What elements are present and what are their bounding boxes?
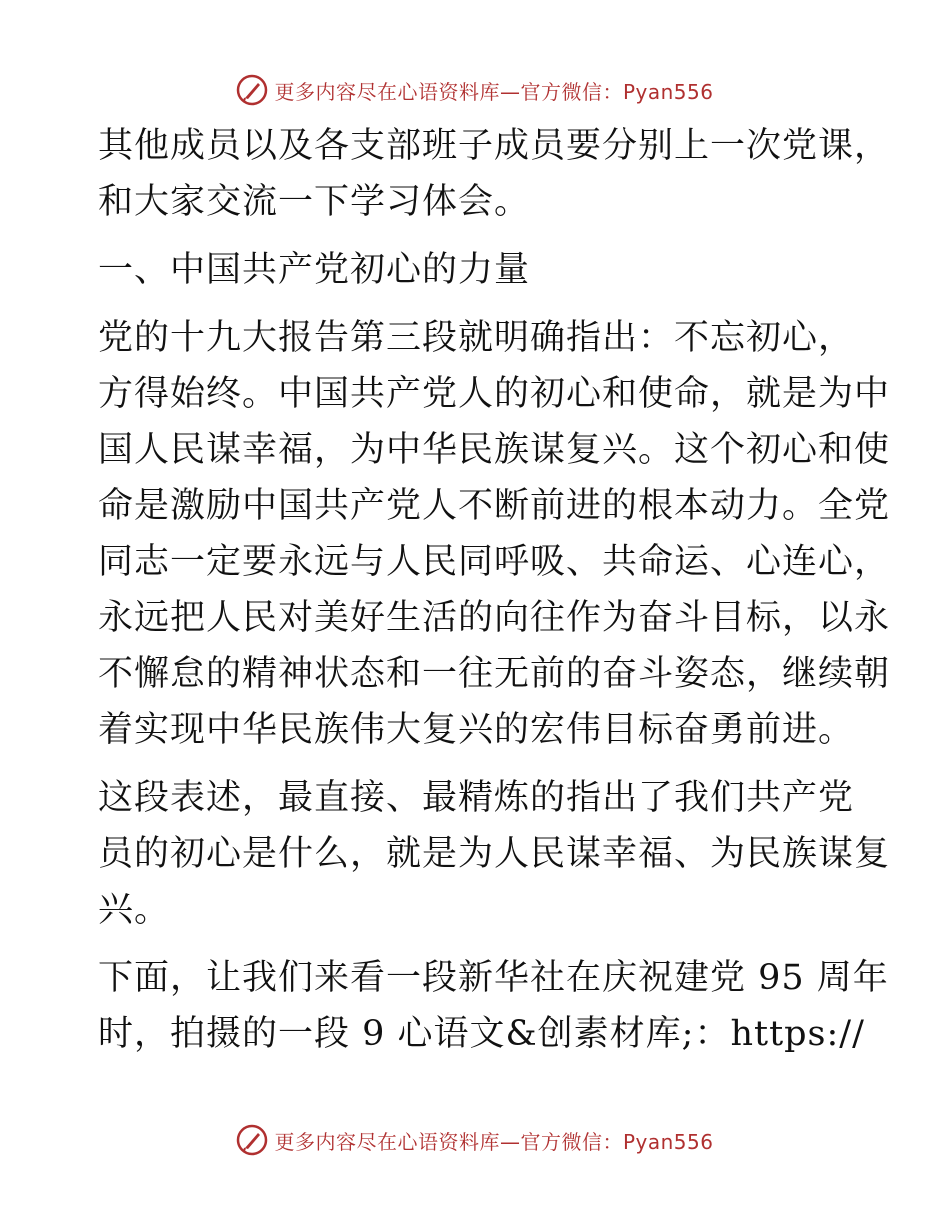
text-line: 命是激励中国共产党人不断前进的根本动力。全党 xyxy=(98,486,891,526)
text-line: 永远把人民对美好生活的向往作为奋斗目标，以永 xyxy=(98,598,891,638)
paragraph xyxy=(98,310,891,758)
text-line: 着实现中华民族伟大复兴的宏伟目标奋勇前进。 xyxy=(98,710,855,750)
paragraph-gap xyxy=(98,938,858,950)
text-line: 党的十九大报告第三段就明确指出：不忘初心， xyxy=(98,318,855,358)
text-line: 下面，让我们来看一段新华社在庆祝建党 95 周年 xyxy=(98,958,889,998)
paragraph xyxy=(98,770,891,938)
header-banner-text: 更多内容尽在心语资料库—官方微信：Pyan556 xyxy=(274,79,714,104)
footer-banner xyxy=(0,1120,950,1160)
document-body xyxy=(98,118,891,1062)
paragraph-gap xyxy=(98,298,858,310)
paragraph-gap xyxy=(98,758,858,770)
feather-pen-logo-icon xyxy=(236,74,268,106)
text-line: 不懈怠的精神状态和一往无前的奋斗姿态，继续朝 xyxy=(98,654,891,694)
header-banner xyxy=(0,70,950,110)
text-line: 国人民谋幸福，为中华民族谋复兴。这个初心和使 xyxy=(98,430,891,470)
paragraph xyxy=(98,950,889,1062)
text-line: 员的初心是什么，就是为人民谋幸福、为民族谋复 xyxy=(98,834,891,874)
text-line: 这段表述，最直接、最精炼的指出了我们共产党 xyxy=(98,778,855,818)
feather-pen-logo-icon xyxy=(236,1124,268,1156)
paragraph-gap xyxy=(98,230,858,242)
text-line: 同志一定要永远与人民同呼吸、共命运、心连心， xyxy=(98,542,891,582)
text-line: 兴。 xyxy=(98,890,171,930)
paragraph xyxy=(98,242,858,298)
footer-banner-text: 更多内容尽在心语资料库—官方微信：Pyan556 xyxy=(274,1129,714,1154)
text-line: 一、中国共产党初心的力量 xyxy=(98,250,531,290)
text-line: 其他成员以及各支部班子成员要分别上一次党课， xyxy=(98,126,891,166)
text-line: 方得始终。中国共产党人的初心和使命，就是为中 xyxy=(98,374,891,414)
text-line: 时，拍摄的一段 9 心语文&创素材库;：https:// xyxy=(98,1014,865,1054)
text-line: 和大家交流一下学习体会。 xyxy=(98,182,531,222)
paragraph xyxy=(98,118,891,230)
